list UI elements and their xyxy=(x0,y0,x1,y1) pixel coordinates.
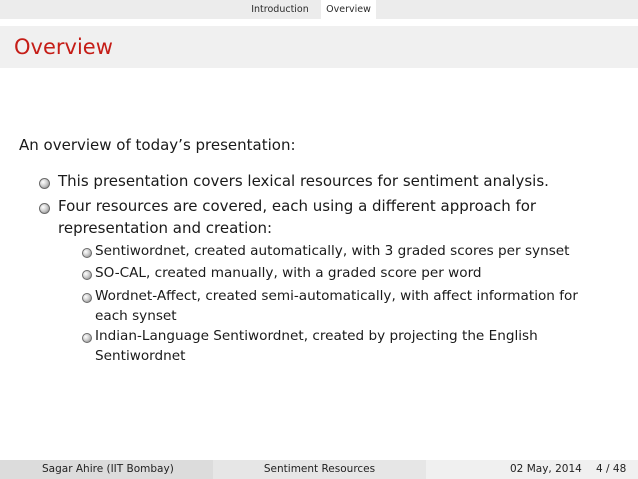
sub-list-item xyxy=(95,241,569,261)
list-item xyxy=(58,170,549,192)
list-item-text: This presentation covers lexical resources for sentiment analysis. xyxy=(58,172,549,190)
sub-bullet-icon xyxy=(82,248,92,258)
nav-tab-introduction[interactable]: Introduction xyxy=(251,4,309,15)
sub-bullet-icon xyxy=(82,270,92,280)
list-item-text-line: Four resources are covered, each using a different approach for xyxy=(58,197,537,215)
footer-author-cell xyxy=(0,460,213,479)
page-number: 4 / 48 xyxy=(596,463,627,475)
sub-item-text-line: each synset xyxy=(95,308,177,324)
sub-bullet-icon xyxy=(82,333,92,343)
footer-date-cell xyxy=(426,460,638,479)
footer-bar xyxy=(0,460,638,479)
sub-item-text-line: SO-CAL, created manually, with a graded score per word xyxy=(95,265,482,281)
sub-item-text-line: Indian-Language Sentiwordnet, created by projecting the English xyxy=(95,328,538,344)
sub-list-item xyxy=(95,326,538,366)
bullet-icon xyxy=(39,178,50,189)
frame-title: Overview xyxy=(14,35,113,59)
sub-list-item xyxy=(95,263,482,283)
sub-item-text-line: Wordnet-Affect, created semi-automatically, with affect information for xyxy=(95,288,578,304)
footer-author: Sagar Ahire (IIT Bombay) xyxy=(42,463,174,475)
sub-list-item xyxy=(95,286,578,326)
list-item-text-line: representation and creation: xyxy=(58,219,273,237)
footer-title-cell xyxy=(213,460,426,479)
footer-title: Sentiment Resources xyxy=(263,463,376,475)
bullet-icon xyxy=(39,203,50,214)
sub-item-text-line: Sentiwordnet xyxy=(95,348,186,364)
sub-bullet-icon xyxy=(82,293,92,303)
intro-text: An overview of today’s presentation: xyxy=(19,136,296,154)
nav-tab-overview[interactable]: Overview xyxy=(321,0,376,19)
list-item xyxy=(58,195,536,239)
navigation-bar xyxy=(0,0,638,19)
footer-date: 02 May, 2014 xyxy=(510,463,582,475)
sub-item-text-line: Sentiwordnet, created automatically, with 3 graded scores per synset xyxy=(95,243,570,259)
